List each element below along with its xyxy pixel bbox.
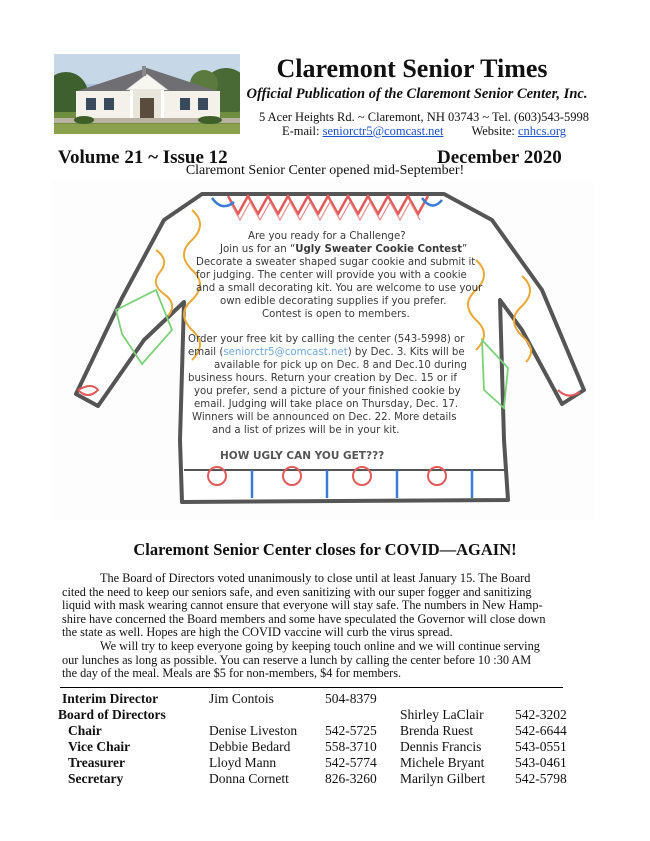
article-paragraph-1 [62,572,602,640]
flyer-line-10: available for pick up on Dec. 8 and Dec.10 during [214,360,467,371]
center-address: 5 Acer Heights Rd. ~ Claremont, NH 03743 ~ Tel. (603)543-5998 [258,110,590,124]
member-name: Shirley LaClair [400,707,484,722]
flyer-line-2: Join us for an “Ugly Sweater Cookie Contest” [220,244,468,255]
flyer-line-15: and a list of prizes will be in your kit. [212,425,400,436]
flyer-line-9: email (seniorctr5@comcast.net) by Dec. 3. Kits will be [188,347,465,358]
photo-caption: Claremont Senior Center opened mid-September! [185,163,465,178]
officer-role: Treasurer [68,755,125,770]
volume-issue: Volume 21 ~ Issue 12 [58,147,228,168]
member-name: Marilyn Gilbert [400,771,486,786]
flyer-line-14: Winners will be announced on Dec. 22. More details [192,412,457,423]
p1-line: the state as well. Hopes are high the COVID vaccine will curb the virus spread. [62,625,453,640]
website-label: Website: [471,124,518,138]
interim-director-name: Jim Contois [209,691,274,706]
officer-phone: 558-3710 [325,739,377,754]
officer-phone: 542-5774 [325,755,377,770]
member-phone: 542-3202 [515,707,567,722]
article-headline: Claremont Senior Center closes for COVID—AGAIN! [133,540,517,559]
officer-role: Secretary [68,771,124,786]
newsletter-title: Claremont Senior Times [276,54,548,83]
officer-phone: 826-3260 [325,771,377,786]
officer-role: Chair [68,723,102,738]
p1-line: The Board of Directors voted unanimously to close until at least January 15. The Board [100,571,531,585]
building-illustration [54,54,240,134]
flyer-tagline: HOW UGLY CAN YOU GET??? [220,450,385,462]
officer-role: Vice Chair [68,739,131,754]
newsletter-subtitle: Official Publication of the Claremont Senior Center, Inc. [246,86,588,102]
flyer-line-4: for judging. The center will provide you with a cookie [196,270,467,281]
officer-phone: 542-5725 [325,723,377,738]
officer-name: Lloyd Mann [209,755,277,770]
section-divider [60,687,563,688]
p2-line: our lunches as long as possible. You can reserve a lunch by calling the center before 10 :30 AM [62,652,532,667]
member-name: Dennis Francis [400,739,482,754]
article-paragraph-2 [62,640,602,681]
flyer-line-11: business hours. Return your creation by Dec. 15 or if [188,373,457,384]
p2-line: We will try to keep everyone going by keeping touch online and we will continue serving [100,639,540,653]
email-label: E-mail: [281,124,323,138]
flyer-line-5: and a small decorating kit. You are welcome to use your [196,283,483,294]
flyer-line-13: email. Judging will take place on Thursday, Dec. 17. [194,399,459,410]
p1-line: cited the need to keep our seniors safe, and even sanitizing with our super fogger and sanitizing [62,584,532,599]
member-name: Michele Bryant [400,755,485,770]
flyer-line-3: Decorate a sweater shaped sugar cookie and submit it [196,257,476,268]
senior-center-photo [54,54,240,134]
board-of-directors-label: Board of Directors [58,707,166,722]
flyer-email: seniorctr5@comcast.net [223,347,348,358]
member-name: Brenda Ruest [400,723,474,738]
interim-director-label: Interim Director [62,691,159,706]
email-link[interactable]: seniorctr5@comcast.net [322,124,444,138]
flyer-line-1: Are you ready for a Challenge? [248,231,406,242]
flyer-line-12: you prefer, send a picture of your finished cookie by [194,386,461,397]
officer-name: Debbie Bedard [209,739,291,754]
member-phone: 543-0461 [515,755,567,770]
member-phone: 542-5798 [515,771,567,786]
officer-name: Donna Cornett [209,771,289,786]
contest-name: Ugly Sweater Cookie Contest [295,244,462,255]
member-phone: 542-6644 [515,723,567,738]
issue-date: December 2020 [437,147,562,168]
p2-line: the day of the meal. Meals are $5 for non-members, $4 for members. [62,666,402,681]
interim-director-phone: 504-8379 [325,691,377,706]
flyer-line-7: Contest is open to members. [262,309,410,320]
member-phone: 543-0551 [515,739,567,754]
p1-line: liquid with mask wearing cannot ensure that everyone will stay safe. The numbers in New Hamp- [62,598,543,613]
flyer-line-8: Order your free kit by calling the center (543-5998) or [188,334,465,345]
p1-line: shire have concerned the Board members and some have speculated the Governor will close down [62,611,546,626]
officer-name: Denise Liveston [209,723,298,738]
ugly-sweater-flyer [52,180,594,520]
contact-line [244,124,604,139]
website-link[interactable]: cnhcs.org [518,124,567,138]
flyer-line-6: own edible decorating supplies if you prefer. [220,296,447,307]
